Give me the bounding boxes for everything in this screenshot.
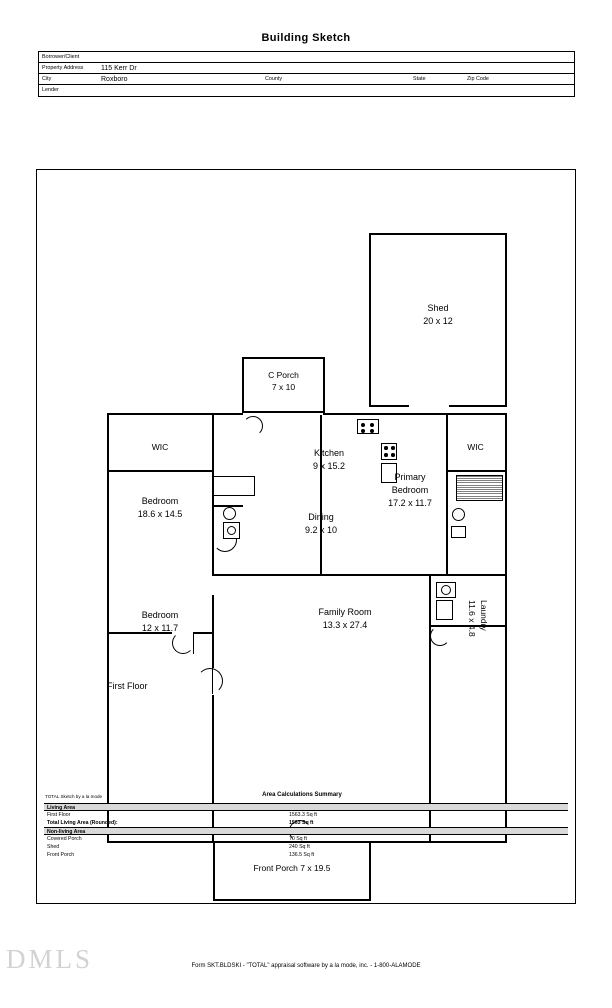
shed-name: Shed bbox=[427, 303, 449, 313]
family-name: Family Room bbox=[318, 607, 372, 617]
shed-wall-bottom-right bbox=[449, 405, 507, 407]
shed-dims: 20 x 12 bbox=[423, 316, 453, 326]
bedroom2-dims: 12 x 11.7 bbox=[141, 623, 179, 633]
room-dims-cporch bbox=[242, 382, 325, 393]
primary-name-1: Primary bbox=[394, 472, 426, 482]
room-label-primary-2 bbox=[367, 485, 453, 496]
label-property-address: Property Address bbox=[42, 65, 84, 71]
room-label-laundry bbox=[478, 600, 489, 631]
burner-icon-6 bbox=[391, 446, 395, 450]
partition-primary-bottom bbox=[320, 574, 505, 576]
form-footer bbox=[0, 963, 612, 969]
wic-right-text: WIC bbox=[467, 442, 484, 452]
partition-laundry-left bbox=[429, 574, 431, 841]
nonliving-row-value-0: 70 Sq ft bbox=[289, 836, 307, 843]
living-row-name-0: First Floor bbox=[47, 812, 71, 819]
partition-wic-right-bottom bbox=[446, 470, 505, 472]
wic-left-text: WIC bbox=[151, 442, 169, 452]
room-label-dining bbox=[267, 512, 375, 523]
burner-icon-4 bbox=[370, 429, 374, 433]
partition-bedroom2-right bbox=[212, 632, 214, 668]
door-arc-kitchen-porch bbox=[243, 416, 263, 436]
area-summary-title-text: Area Calculations Summary bbox=[262, 792, 342, 798]
nonliving-row-shed bbox=[44, 843, 568, 851]
dining-dims: 9.2 x 10 bbox=[304, 525, 338, 535]
primary-dims: 17.2 x 11.7 bbox=[388, 498, 432, 508]
frontporch-text: Front Porch 7 x 19.5 bbox=[253, 863, 331, 873]
sketch-credit-text: TOTAL Sketch by a la mode bbox=[45, 794, 103, 799]
partition-dining-bottom bbox=[213, 574, 320, 576]
label-state: State bbox=[413, 76, 426, 82]
laundry-dims: 11.6 x 4.8 bbox=[467, 600, 477, 637]
burner-icon-3 bbox=[361, 429, 365, 433]
area-calculations-table bbox=[44, 803, 568, 859]
property-header-table bbox=[38, 51, 575, 97]
living-area-header: Living Area bbox=[47, 805, 76, 812]
cporch-dims: 7 x 10 bbox=[271, 382, 296, 392]
water-heater-circle-laundry bbox=[441, 585, 451, 595]
room-dims-laundry bbox=[466, 600, 477, 637]
burner-icon-8 bbox=[391, 453, 395, 457]
nonliving-row-name-2: Front Porch bbox=[47, 852, 75, 859]
house-wall-top-mid bbox=[323, 413, 507, 415]
toilet-icon-primary-bath bbox=[452, 508, 465, 521]
nonliving-row-value-1: 240 Sq ft bbox=[289, 844, 310, 851]
room-dims-kitchen bbox=[274, 461, 384, 472]
house-wall-top-left bbox=[107, 413, 243, 415]
dining-name: Dining bbox=[308, 512, 334, 522]
room-label-cporch bbox=[242, 370, 325, 381]
room-label-wic-left bbox=[107, 442, 213, 453]
form-footer-text: Form SKT.BLDSKI - "TOTAL" appraisal software by a la mode, inc. - 1-800-ALAMODE bbox=[191, 963, 421, 969]
room-label-family bbox=[267, 607, 423, 618]
header-row-city bbox=[39, 74, 574, 85]
bathtub-icon-hall-bath bbox=[213, 476, 255, 496]
label-county: County bbox=[265, 76, 283, 82]
sink-icon-primary-bath bbox=[451, 526, 466, 538]
nonliving-row-value-2: 136.5 Sq ft bbox=[289, 852, 315, 859]
page-title: Building Sketch bbox=[261, 32, 351, 44]
room-label-primary-1 bbox=[367, 472, 453, 483]
label-borrower-client: Borrower/Client bbox=[42, 54, 80, 60]
room-dims-family bbox=[267, 620, 423, 631]
value-city: Roxboro bbox=[101, 75, 128, 83]
cporch-wall-bottom bbox=[242, 411, 325, 413]
room-label-wic-right bbox=[446, 442, 505, 453]
cporch-name: C Porch bbox=[268, 370, 299, 380]
room-dims-bedroom1 bbox=[107, 509, 213, 520]
room-label-bedroom1 bbox=[107, 496, 213, 507]
door-leaf-bedroom1 bbox=[193, 632, 194, 654]
label-zip-code: Zip Code bbox=[467, 76, 489, 82]
room-dims-bedroom2 bbox=[107, 623, 213, 634]
nonliving-row-name-1: Shed bbox=[47, 844, 60, 851]
house-wall-right bbox=[505, 413, 507, 843]
shed-wall-top bbox=[369, 233, 507, 235]
laundry-name: Laundry bbox=[479, 600, 489, 631]
living-area-band bbox=[44, 803, 568, 811]
door-arc-bedroom1 bbox=[172, 632, 194, 654]
first-floor-text: First Floor bbox=[107, 681, 148, 691]
burner-icon-1 bbox=[361, 423, 365, 427]
room-label-kitchen bbox=[274, 448, 384, 459]
value-property-address: 115 Kerr Dr bbox=[101, 64, 137, 72]
door-arc-laundry bbox=[430, 626, 450, 646]
sink-bowl-icon-hall-bath bbox=[227, 526, 236, 535]
floor-label-first-floor bbox=[107, 681, 227, 692]
header-row-lender bbox=[39, 85, 574, 96]
area-summary-title bbox=[187, 792, 417, 798]
living-row-value-1: 1563 Sq ft bbox=[289, 820, 314, 827]
bedroom1-dims: 18.6 x 14.5 bbox=[137, 509, 183, 519]
nonliving-area-header: Non-living Area bbox=[47, 829, 86, 836]
label-lender: Lender bbox=[42, 87, 59, 93]
room-label-bedroom2 bbox=[107, 610, 213, 621]
shed-wall-bottom-left bbox=[369, 405, 409, 407]
shower-icon-primary-bath bbox=[456, 475, 503, 501]
nonliving-row-name-0: Covered Porch bbox=[47, 836, 82, 843]
partition-kitchen-right bbox=[320, 415, 322, 575]
room-label-front-porch bbox=[213, 863, 371, 874]
living-row-first-floor bbox=[44, 811, 568, 819]
building-sketch-frame bbox=[36, 169, 576, 904]
room-label-shed bbox=[369, 303, 507, 314]
room-dims-shed bbox=[369, 316, 507, 327]
burner-icon-2 bbox=[370, 423, 374, 427]
watermark-text: DMLS bbox=[6, 944, 94, 974]
header-row-address bbox=[39, 63, 574, 74]
nonliving-area-band bbox=[44, 827, 568, 835]
bedroom1-name: Bedroom bbox=[141, 496, 179, 506]
partition-wic-left-bottom bbox=[107, 470, 213, 472]
burner-icon-7 bbox=[384, 453, 388, 457]
toilet-icon-hall-bath bbox=[223, 507, 236, 520]
nonliving-row-covered-porch bbox=[44, 835, 568, 843]
header-row-borrower bbox=[39, 52, 574, 63]
bedroom2-name: Bedroom bbox=[141, 610, 179, 620]
sketch-credit bbox=[45, 794, 102, 799]
living-row-total bbox=[44, 819, 568, 827]
nonliving-row-front-porch bbox=[44, 851, 568, 859]
primary-name-2: Bedroom bbox=[391, 485, 429, 495]
watermark-logo bbox=[6, 944, 93, 975]
cporch-wall-top bbox=[242, 357, 325, 359]
living-row-value-0: 1563.3 Sq ft bbox=[289, 812, 317, 819]
frontporch-wall-bottom bbox=[213, 899, 371, 901]
washer-icon-laundry bbox=[436, 600, 453, 620]
family-dims: 13.3 x 27.4 bbox=[322, 620, 368, 630]
label-city: City bbox=[42, 76, 52, 82]
kitchen-dims: 9 x 15.2 bbox=[312, 461, 346, 471]
room-dims-dining bbox=[267, 525, 375, 536]
room-dims-primary bbox=[367, 498, 453, 509]
kitchen-name: Kitchen bbox=[313, 448, 345, 458]
living-row-name-1: Total Living Area (Rounded): bbox=[47, 820, 118, 827]
burner-icon-5 bbox=[384, 446, 388, 450]
